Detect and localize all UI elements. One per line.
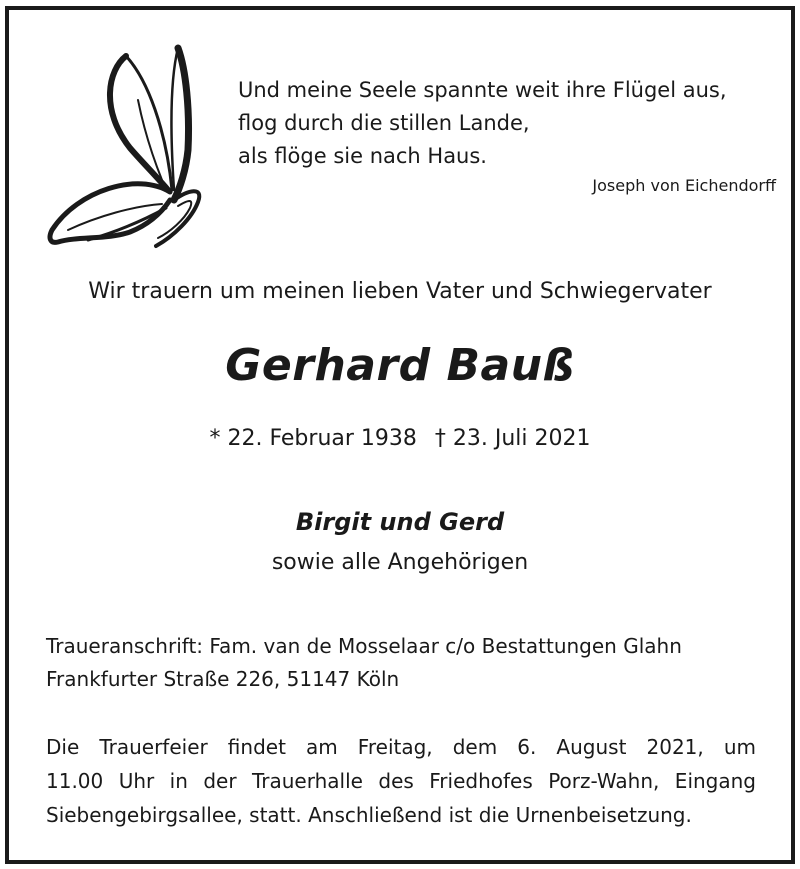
- poem-line: Und meine Seele spannte weit ihre Flügel aus,: [238, 78, 727, 102]
- poem-line: als flöge sie nach Haus.: [238, 144, 487, 168]
- service-line: Die Trauerfeier findet am Freitag, dem 6. August 2021, um: [46, 735, 756, 759]
- poem-line: flog durch die stillen Lande,: [238, 111, 530, 135]
- address-line: Frankfurter Straße 226, 51147 Köln: [46, 667, 400, 691]
- service-line: Siebengebirgsallee, statt. Anschließend ist die Urnenbeisetzung.: [46, 803, 692, 827]
- deceased-name: Gerhard Bauß: [225, 340, 575, 391]
- life-dates: [0, 426, 800, 451]
- intro-text: Wir trauern um meinen lieben Vater und Schwiegervater: [88, 279, 712, 304]
- relatives-text: sowie alle Angehörigen: [271, 550, 529, 575]
- address-line: Traueranschrift: Fam. van de Mosselaar c/o Bestattungen Glahn: [46, 634, 682, 658]
- service-line: 11.00 Uhr in der Trauerhalle des Friedhofes Porz-Wahn, Eingang: [46, 769, 756, 793]
- poem-author: Joseph von Eichendorff: [592, 176, 776, 195]
- poem: [238, 74, 727, 173]
- funeral-service-info: [46, 730, 756, 832]
- butterfly-icon: [38, 40, 208, 252]
- mourning-address: [46, 630, 682, 696]
- birth-date: * 22. Februar 1938: [209, 426, 417, 451]
- mourners-names: Birgit und Gerd: [295, 508, 505, 536]
- death-date: † 23. Juli 2021: [434, 426, 591, 451]
